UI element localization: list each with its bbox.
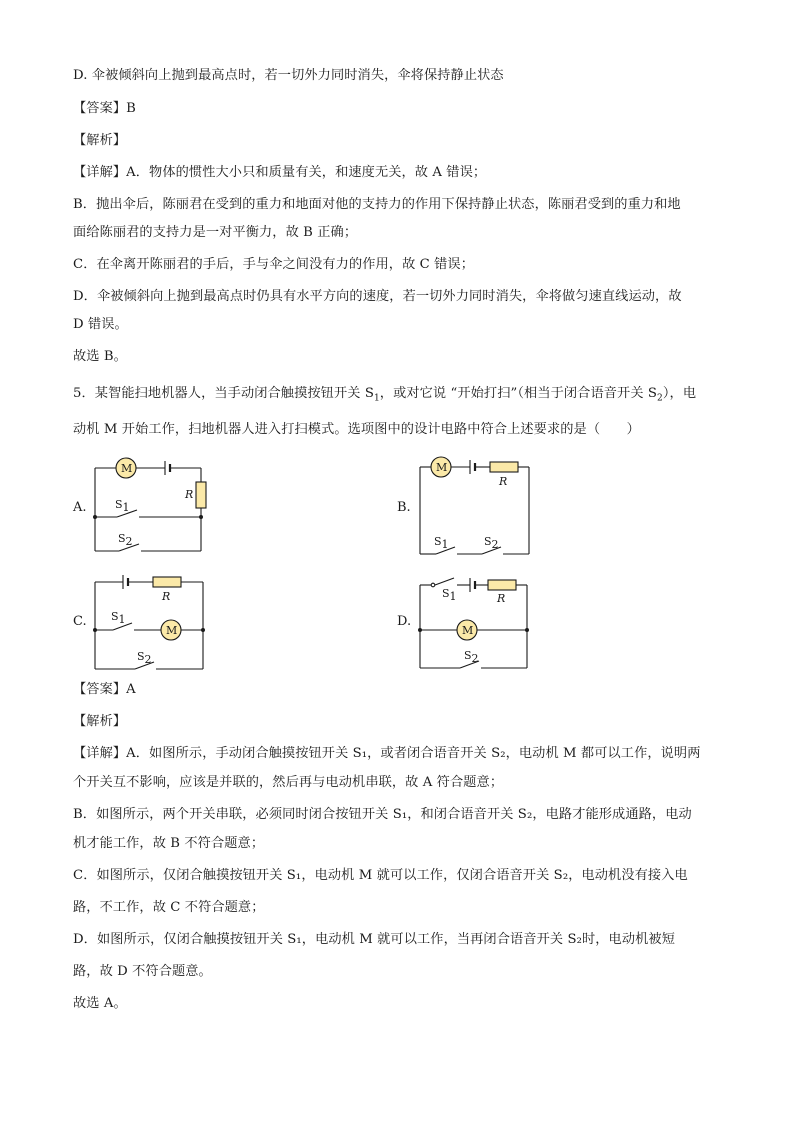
- switch-subscript: 2: [491, 538, 499, 551]
- q5-detail-line: B．如图所示，两个开关串联，必须同时闭合按钮开关 S₁，和闭合语音开关 S₂，电路才能形成通路，电动: [73, 807, 692, 822]
- switch-subscript: 1: [449, 590, 457, 603]
- prev-option-d: D. 伞被倾斜向上抛到最高点时，若一切外力同时消失，伞将保持静止状态: [73, 68, 504, 83]
- switch-letter: S: [115, 498, 123, 511]
- option-a-label: A.: [73, 500, 87, 515]
- switch-s1-label: [434, 535, 449, 551]
- stem-part: 5．某智能扫地机器人，当手动闭合触摸按钮开关 S: [73, 386, 374, 401]
- resistor-icon: [490, 462, 518, 472]
- switch-subscript: 2: [144, 653, 152, 666]
- switch-letter: S: [111, 610, 119, 623]
- prev-detail-line: C．在伞离开陈丽君的手后，手与伞之间没有力的作用，故 C 错误；: [73, 257, 475, 272]
- switch-subscript: 1: [122, 501, 130, 514]
- switch-letter: S: [442, 587, 450, 600]
- motor-label: M: [462, 624, 474, 637]
- stem-part: ），电: [662, 386, 697, 401]
- switch-subscript: 1: [441, 538, 449, 551]
- resistor-icon: [153, 577, 181, 587]
- switch-s1-label: [111, 610, 126, 626]
- option-b-label: B.: [397, 500, 411, 515]
- stem-subscript: 2: [657, 393, 663, 404]
- q5-detail-line: 路，故 D 不符合题意。: [73, 964, 212, 979]
- stem-part: ，或对它说 “开始打扫”（相当于闭合语音开关 S: [379, 386, 658, 401]
- motor-label: M: [121, 462, 133, 475]
- q5-conclusion: 故选 A。: [73, 996, 127, 1011]
- option-d-label: D.: [397, 614, 412, 629]
- switch-s1-label: [115, 498, 130, 514]
- question-5-stem-line-1: [73, 385, 696, 408]
- switch-s1-icon: [435, 578, 454, 585]
- switch-letter: S: [484, 535, 492, 548]
- resistor-icon: [196, 482, 206, 508]
- q5-answer: 【答案】A: [73, 682, 136, 697]
- motor-label: M: [166, 624, 178, 637]
- switch-subscript: 1: [118, 613, 126, 626]
- switch-letter: S: [137, 650, 145, 663]
- circuit-diagram-b: [412, 450, 542, 558]
- switch-s2-label: [137, 650, 152, 666]
- resistor-label: R: [497, 592, 506, 605]
- q5-detail-line: C．如图所示，仅闭合触摸按钮开关 S₁，电动机 M 就可以工作，仅闭合语音开关 S₂，电动机没有接入电: [73, 868, 688, 883]
- switch-subscript: 2: [471, 652, 479, 665]
- prev-detail-line: 【详解】A．物体的惯性大小只和质量有关，和速度无关，故 A 错误；: [73, 165, 487, 180]
- option-c-label: C.: [73, 614, 87, 629]
- question-5-stem-line-2: 动机 M 开始工作，扫地机器人进入打扫模式。选项图中的设计电路中符合上述要求的是（ ）: [73, 422, 640, 437]
- circuit-diagram-d: [412, 570, 542, 675]
- switch-s1-label: [442, 587, 457, 603]
- prev-detail-line: 面给陈丽君的支持力是一对平衡力，故 B 正确；: [73, 225, 358, 240]
- resistor-label: R: [162, 590, 171, 603]
- switch-letter: S: [464, 649, 472, 662]
- switch-subscript: 2: [125, 535, 133, 548]
- q5-analysis-heading: 【解析】: [73, 714, 127, 729]
- motor-label: M: [436, 461, 448, 474]
- resistor-icon: [488, 580, 516, 590]
- q5-detail-line: 机才能工作，故 B 不符合题意；: [73, 836, 265, 851]
- resistor-label: R: [185, 488, 194, 501]
- q5-detail-line: 路，不工作，故 C 不符合题意；: [73, 900, 265, 915]
- prev-conclusion: 故选 B。: [73, 349, 127, 364]
- q5-detail-line: D．如图所示，仅闭合触摸按钮开关 S₁，电动机 M 就可以工作，当再闭合语音开关 S₂时，电动机被短: [73, 932, 675, 947]
- prev-answer: 【答案】B: [73, 101, 136, 116]
- resistor-label: R: [499, 475, 508, 488]
- prev-detail-line: B．抛出伞后，陈丽君在受到的重力和地面对他的支持力的作用下保持静止状态，陈丽君受到的重力和地: [73, 197, 681, 212]
- prev-analysis-heading: 【解析】: [73, 133, 127, 148]
- circuit-diagram-a: [85, 450, 215, 558]
- switch-letter: S: [118, 532, 126, 545]
- switch-s2-label: [464, 649, 479, 665]
- switch-letter: S: [434, 535, 442, 548]
- circuit-diagram-c: [85, 570, 215, 675]
- switch-s2-label: [484, 535, 499, 551]
- q5-detail-line: 【详解】A．如图所示，手动闭合触摸按钮开关 S₁，或者闭合语音开关 S₂，电动机 M 都可以工作，说明两: [73, 746, 701, 761]
- prev-detail-line: D．伞被倾斜向上抛到最高点时仍具有水平方向的速度，若一切外力同时消失，伞将做匀速直线运动，故: [73, 289, 682, 304]
- switch-s2-label: [118, 532, 133, 548]
- prev-detail-line: D 错误。: [73, 317, 128, 332]
- q5-detail-line: 个开关互不影响，应该是并联的，然后再与电动机串联，故 A 符合题意；: [73, 775, 504, 790]
- stem-subscript: 1: [373, 393, 380, 404]
